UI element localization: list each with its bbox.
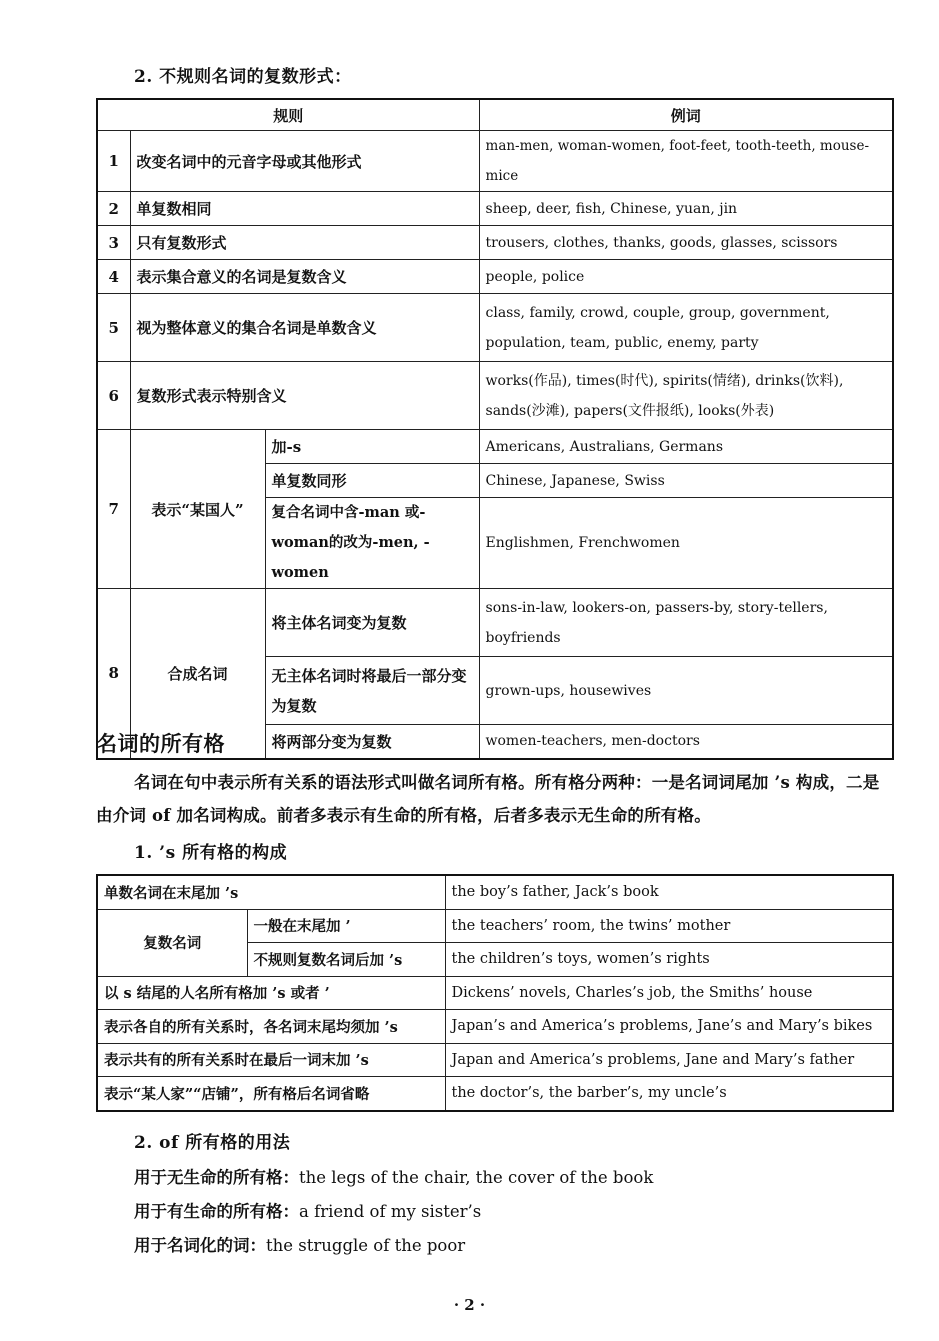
table-row [97, 875, 893, 909]
row-rule: 以 s 结尾的人名所有格加 ’s 或者 ’ [97, 976, 445, 1010]
row-rule: 表示共有的所有关系时在最后一词末加 ’s [97, 1043, 445, 1077]
sub-rule: 将两部分变为复数 [265, 725, 479, 759]
row-rule: 只有复数形式 [130, 226, 479, 260]
row-category: 复数名词 [97, 909, 247, 976]
usage-example: a friend of my sister’s [299, 1202, 482, 1221]
row-category: 表示“某国人” [130, 430, 265, 589]
table-row [97, 1043, 893, 1077]
table-row [97, 131, 893, 192]
row-example: works(作品), times(时代), spirits(情绪), drinks(饮料), sands(沙滩), papers(文件报纸), looks(外表) [479, 362, 893, 430]
row-rule: 表示各自的所有关系时，各名词末尾均须加 ’s [97, 1010, 445, 1044]
row-example: sheep, deer, fish, Chinese, yuan, jin [479, 192, 893, 226]
header-example: 例词 [479, 99, 893, 131]
row-example: Japan and America’s problems, Jane and Mary’s father [445, 1043, 893, 1077]
subsection-title: 1. ’s 所有格的构成 [134, 843, 288, 863]
usage-line [134, 1232, 465, 1256]
table-row [97, 294, 893, 362]
irregular-plural-table [96, 98, 894, 760]
usage-line [134, 1164, 653, 1188]
row-example: Japan’s and America’s problems, Jane’s and Mary’s bikes [445, 1010, 893, 1044]
sub-rule: 不规则复数名词后加 ’s [247, 943, 445, 977]
row-example: the doctor’s, the barber’s, my uncle’s [445, 1077, 893, 1111]
usage-line [134, 1198, 481, 1222]
sub-example: sons-in-law, lookers-on, passers-by, story-tellers, boyfriends [479, 589, 893, 657]
usage-example: the struggle of the poor [266, 1236, 466, 1255]
possessive-table [96, 874, 894, 1112]
possessive-title: 名词的所有格 [96, 731, 225, 756]
subsection-title: 2. of 所有格的用法 [134, 1133, 291, 1153]
row-number: 8 [97, 589, 130, 759]
sub-rule: 无主体名词时将最后一部分变为复数 [265, 657, 479, 725]
sub-rule: 加-s [265, 430, 479, 464]
table-row [97, 226, 893, 260]
table-row [97, 362, 893, 430]
row-example: class, family, crowd, couple, group, government, population, team, public, enemy, party [479, 294, 893, 362]
row-number: 3 [97, 226, 130, 260]
page-number: · 2 · [453, 1296, 486, 1314]
row-number: 5 [97, 294, 130, 362]
possessive-intro: 名词在句中表示所有关系的语法形式叫做名词所有格。所有格分两种：一是名词词尾加 ’s 构成，二是由介词 of 加名词构成。前者多表示有生命的所有格，后者多表示无生命的所有格。 [96, 773, 880, 825]
table-row [97, 909, 893, 943]
table-row [97, 1077, 893, 1111]
row-rule: 改变名词中的元音字母或其他形式 [130, 131, 479, 192]
row-rule: 单复数相同 [130, 192, 479, 226]
sub-example: Chinese, Japanese, Swiss [479, 464, 893, 498]
row-number: 7 [97, 430, 130, 589]
row-example: man-men, woman-women, foot-feet, tooth-teeth, mouse-mice [479, 131, 893, 192]
table-row [97, 976, 893, 1010]
usage-example: the legs of the chair, the cover of the book [299, 1168, 654, 1187]
row-rule: 表示“某人家”“店铺”，所有格后名词省略 [97, 1077, 445, 1111]
row-rule: 表示集合意义的名词是复数含义 [130, 260, 479, 294]
row-category: 合成名词 [130, 589, 265, 759]
table-row [97, 260, 893, 294]
row-example: trousers, clothes, thanks, goods, glasses, scissors [479, 226, 893, 260]
row-example: Dickens’ novels, Charles’s job, the Smiths’ house [445, 976, 893, 1010]
table-row [97, 430, 893, 464]
row-number: 2 [97, 192, 130, 226]
usage-label: 用于名词化的词： [134, 1236, 266, 1255]
row-number: 6 [97, 362, 130, 430]
row-number: 1 [97, 131, 130, 192]
section-title: 2. 不规则名词的复数形式： [134, 67, 352, 87]
sub-example: the teachers’ room, the twins’ mother [445, 909, 893, 943]
row-rule: 单数名词在末尾加 ’s [97, 875, 445, 909]
sub-rule: 单复数同形 [265, 464, 479, 498]
usage-label: 用于无生命的所有格： [134, 1168, 299, 1187]
header-rule: 规则 [97, 99, 479, 131]
table-row [97, 589, 893, 657]
row-rule: 视为整体意义的集合名词是单数含义 [130, 294, 479, 362]
row-example: people, police [479, 260, 893, 294]
usage-label: 用于有生命的所有格： [134, 1202, 299, 1221]
sub-rule: 复合名词中含-man 或-woman的改为-men, -women [265, 498, 479, 589]
table-header-row [97, 99, 893, 131]
sub-example: grown-ups, housewives [479, 657, 893, 725]
sub-rule: 将主体名词变为复数 [265, 589, 479, 657]
sub-example: women-teachers, men-doctors [479, 725, 893, 759]
row-rule: 复数形式表示特别含义 [130, 362, 479, 430]
table-row [97, 1010, 893, 1044]
row-number: 4 [97, 260, 130, 294]
table-row [97, 192, 893, 226]
sub-example: Englishmen, Frenchwomen [479, 498, 893, 589]
sub-rule: 一般在末尾加 ’ [247, 909, 445, 943]
row-example: the boy’s father, Jack’s book [445, 875, 893, 909]
sub-example: Americans, Australians, Germans [479, 430, 893, 464]
sub-example: the children’s toys, women’s rights [445, 943, 893, 977]
